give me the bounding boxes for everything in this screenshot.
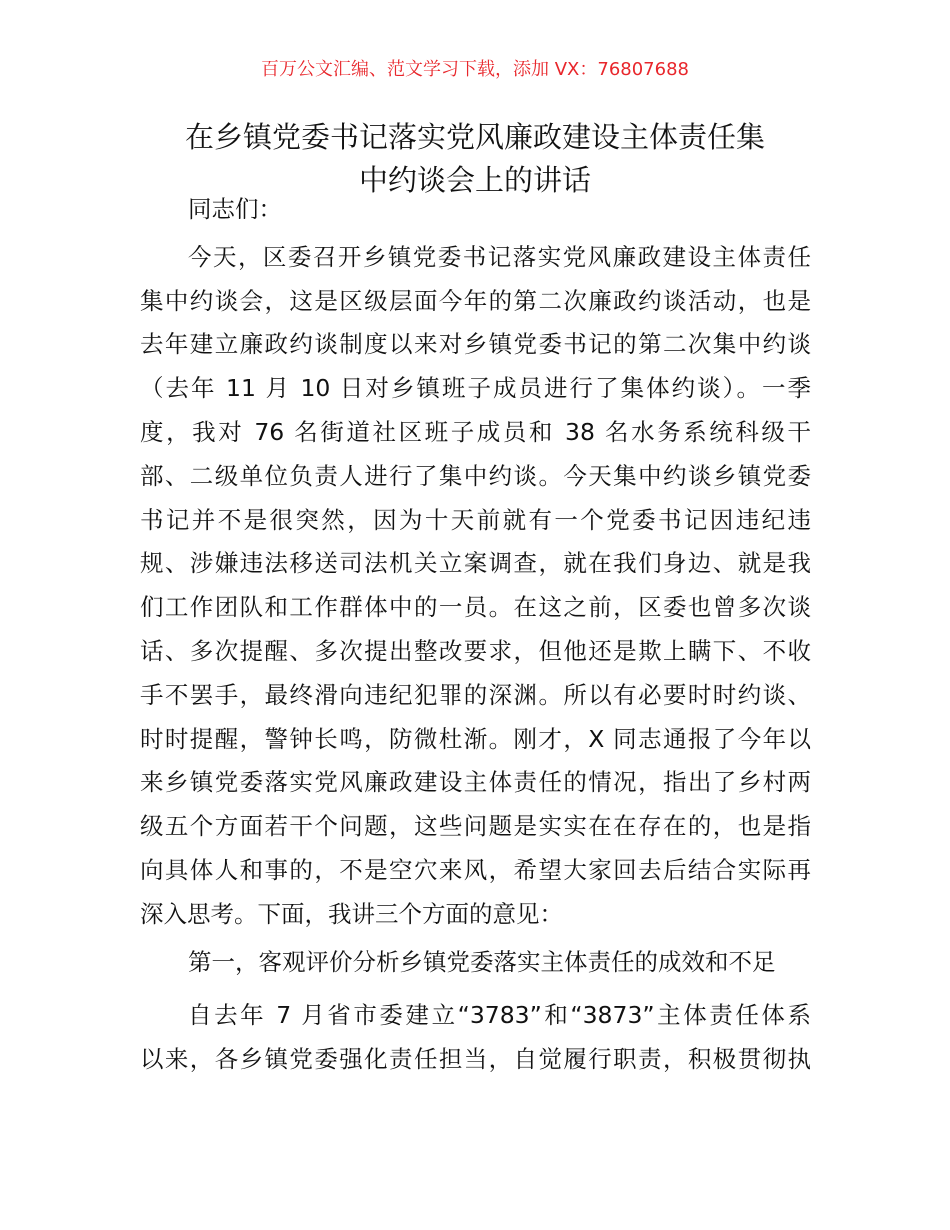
paragraph — [140, 994, 811, 1082]
text-line: 去年建立廉政约谈制度以来对乡镇党委书记的第二次集中约谈 — [140, 330, 811, 359]
text-line: 部、二级单位负责人进行了集中约谈。今天集中约谈乡镇党委 — [140, 461, 811, 490]
text-line: 今天，区委召开乡镇党委书记落实党风廉政建设主体责任 — [188, 242, 811, 271]
text-line: 时时提醒，警钟长鸣，防微杜渐。刚才，X 同志通报了今年以 — [140, 724, 811, 753]
text-line: 书记并不是很突然，因为十天前就有一个党委书记因违纪违 — [140, 505, 811, 534]
paragraph — [140, 236, 811, 937]
text-line: 们工作团队和工作群体中的一员。在这之前，区委也曾多次谈 — [140, 593, 811, 622]
text-line: 规、涉嫌违法移送司法机关立案调查，就在我们身边、就是我 — [140, 549, 811, 578]
text-line: 级五个方面若干个问题，这些问题是实实在在存在的，也是指 — [140, 812, 811, 841]
text-line: 来乡镇党委落实党风廉政建设主体责任的情况，指出了乡村两 — [140, 768, 811, 797]
title-line: 在乡镇党委书记落实党风廉政建设主体责任集 — [184, 120, 765, 154]
text-line: 自去年 7 月省市委建立“3783”和“3873”主体责任体系 — [188, 1001, 811, 1030]
text-line: 以来，各乡镇党委强化责任担当，自觉履行职责，积极贯彻执 — [140, 1045, 811, 1074]
document-body — [140, 188, 811, 1082]
salutation: 同志们： — [188, 195, 282, 223]
text-line: 话、多次提醒、多次提出整改要求，但他还是欺上瞒下、不收 — [140, 636, 811, 665]
text-line: 度，我对 76 名街道社区班子成员和 38 名水务系统科级干 — [140, 417, 811, 446]
section-heading: 第一，客观评价分析乡镇党委落实主体责任的成效和不足 — [188, 947, 776, 976]
text-line: 向具体人和事的，不是空穴来风，希望大家回去后结合实际再 — [140, 855, 811, 884]
watermark-banner: 百万公文汇编、范文学习下载，添加 VX：76807688 — [261, 59, 689, 80]
title-line: 中约谈会上的讲话 — [358, 163, 591, 197]
text-line: 集中约谈会，这是区级层面今年的第二次廉政约谈活动，也是 — [140, 286, 811, 315]
text-line: 深入思考。下面，我讲三个方面的意见： — [140, 899, 563, 928]
text-line: （去年 11 月 10 日对乡镇班子成员进行了集体约谈）。一季 — [140, 374, 811, 403]
text-line: 手不罢手，最终滑向违纪犯罪的深渊。所以有必要时时约谈、 — [140, 680, 811, 709]
